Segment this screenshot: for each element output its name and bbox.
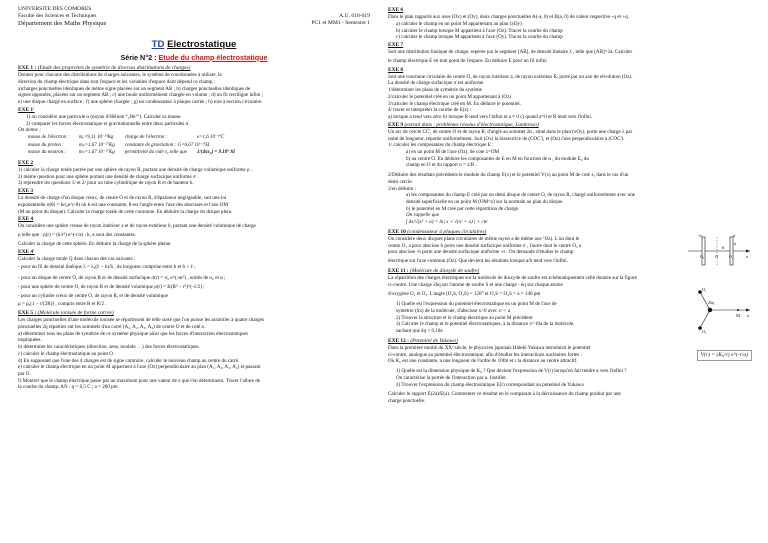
title-prefix: TD — [151, 39, 165, 50]
exercise-8 — [388, 67, 752, 121]
ex9-line: 2/Déduire des résultats précédents le module du champ E(x) et le potentiel V(x) au point M de coté x, dans le cas d'un — [388, 172, 629, 179]
exercise-3 — [18, 188, 370, 215]
series-prefix: Série N°2 : — [120, 52, 157, 62]
given-label: On donne : — [18, 127, 41, 134]
ex9-line: On rappelle que — [406, 212, 440, 219]
ex12-line: Dans la première moitié du XXᵉ siècle, le physicien japonais Hideki Yukawa introduisit le potentiel — [388, 344, 591, 351]
ex8-line: 2/calculer le potentiel créé en un point M appartenant à (Oz) — [388, 93, 512, 100]
ex9-line: a) les composantes du champ E créé par un demi disque de centre O, de rayon R, chargé uniformément avec une — [406, 192, 636, 199]
ex3-line: exponentielle σ(θ) = kσ₀e^(-θ) où k est une constante, θ est l'angle entre l'axe des abscisses et l'axe OM — [18, 201, 229, 208]
ex7-line: le champ électrique E en tout point de l'espace. En déduire E pour un fil infini — [388, 57, 547, 64]
so2-molecule-figure — [694, 284, 752, 336]
ex9-line: a) en un point M de l'axe (Oz), de cote z=OM — [406, 149, 500, 155]
table-cell: e=1,6 10⁻¹⁹C — [196, 135, 225, 140]
exercise-1b-head: EXE 1' — [18, 106, 35, 113]
faculty-name: Faculté des Sciences et Techniques — [18, 12, 97, 19]
exercise-9 — [388, 122, 752, 226]
table-cell: constante de gravitation : G=6,67 10⁻¹¹SI — [124, 142, 210, 148]
exercise-1-sub: (Etude des propriétés de symétrie de diverses distributions de charges) — [37, 65, 191, 71]
ex9-line: unité de longueur, répartie uniformément. Soit (Ox) la bissectrice de (COC'), et (Oz) l'axe perpendiculaire à (COC'). — [388, 135, 625, 142]
exercise-11-head: EXE 11 : — [388, 267, 409, 274]
fig10-label-z: z — [746, 253, 748, 259]
ex5-line: ponctuelles 2q réparties sur les sommets d'un carré (A₁, A₂, A₃, A₄) de centre O et de coté a . — [18, 323, 207, 330]
exercise-2 — [18, 160, 370, 187]
ex5-line: f) Montrer que le champ électrique passe par un maximum pour une valeur de z que l'on déterminera. Tracer l'allure de — [18, 377, 261, 384]
ex6-line: b) calculer le champ lorsque M appartient à l'axe (Oz). Tracer la courbe du champ — [396, 27, 563, 34]
ex9-line: 1/ calculer les composantes du champ électrique E : — [388, 142, 494, 149]
ex1-line: direction du champ électrique dans tout l'espace et les variables d'espace dont dépend ce champ : — [18, 78, 216, 85]
ex8-line: 4/ tracer et interpréter la courbe de E(z) : — [388, 107, 472, 114]
academic-year: A.U. 018-019 — [339, 13, 370, 19]
ex1b-item: 2) comparer les forces électrostatique et gravitationnelle entre deux particules α . — [26, 120, 191, 127]
ex12-line: On caractérise la portée de l'interaction par a. Justifier. — [396, 374, 507, 381]
exercise-11-sub: (Molécule de dioxyde de soufre) — [410, 267, 480, 274]
doc-title — [18, 39, 370, 62]
ex11-line: ci-contre. Une charge 2δq sur l'atome de soufre S et une charge −δq sur chaque atome — [388, 281, 563, 288]
exercise-10-sub: (condensateur à plaques circulaires) — [407, 228, 487, 235]
fig11-label-s: 2δq — [708, 299, 714, 305]
ex8-line: 3/calculer le champ électrique créé en M. En déduire le potentiel. — [388, 100, 521, 107]
ex1-line: e) une disque chargé en surface ; f) une sphère chargée ; g) un condensateur à plaque carrée ; h) tore à section circulaire — [18, 99, 262, 105]
ex5-line: par O. — [18, 370, 31, 377]
ex4b-line: - pour un disque de centre O, de rayon R et de densité surfacique σ(r) = σ₀ e^(-αr²) , unités de σ₀ et α ; — [18, 275, 226, 282]
ex12-line: 2) Trouver l'expression du champ électrostatique E(r) correspondant au potentiel de Yukawa — [396, 381, 584, 388]
ex6-line: c) calculer le champ lorsque M appartient à l'axe (Oy). Tracer la courbe du champ — [396, 34, 563, 41]
ex8-line: a) lorsque a tend vers zéro b) lorsque R tend vers l'infini et a ≠ 0 c) quand a=0 et R tend vers l'infini. — [388, 114, 593, 120]
ex12-line: charge ponctuelle. — [388, 397, 426, 404]
ex1-line: signes opposées, placées sur un segment AB ; c) une boule uniformément chargée en volume ; d) un fil rectiligne infini ; — [18, 92, 264, 99]
table-row — [28, 135, 245, 143]
fig10-label-o: O — [715, 253, 719, 259]
series-main: Etude du champ électrostatique — [158, 52, 268, 62]
ex11-line: La répartition des charges électriques sur la molécule de dioxyde de soufre est schématiquement celle donnée sur la figure — [388, 275, 637, 282]
exercise-5 — [18, 310, 370, 391]
exercise-5-head: EXE 5 : — [18, 310, 37, 317]
ex2-line: 3) reprendre les questions 1/ et 2/ pour un tube cylindrique de rayon R et de hauteur h. — [18, 180, 194, 187]
exercise-4-head: EXE 4 — [18, 216, 34, 223]
table-cell: permittivité du vide ε₀ telle que — [124, 150, 187, 156]
exercise-12-head: EXE 12 : — [388, 337, 409, 344]
course-level: PC1 et MM1 - Semestre 1 — [311, 20, 370, 27]
ex9-line: b) au centre O. En déduire les composantes de E en M en fonction de α , du module E₀ du — [406, 155, 589, 162]
table-cell: masse du neutron : — [28, 150, 67, 156]
ex9-line: densité superficielle en un point M (OM=z) sur la normale au plan du disque. — [406, 199, 564, 206]
ex10-line: On considère deux disques plans circulaires de même rayon a de même axe ‘Oz). L'un dont le — [388, 236, 580, 243]
exercise-7 — [388, 42, 752, 65]
ex4b-line: - pour un cylindre creux de centre O, de rayon R, et de densité volumique — [18, 292, 168, 299]
fig10-label-h: h — [722, 244, 725, 250]
ex1b-item: 1) on considère une particule α (noyau d'Hélium ⁴₂He²⁺). Calculer sa masse. — [26, 113, 182, 120]
ex5-line: e) calculer le champ électrique en un point M appartient à l'axe (Oz) perpendiculaire au plan (A₁, A₂, A₃, A₄) et passant — [18, 364, 261, 371]
fig10-label-o1: O₁ — [729, 253, 734, 259]
fig11-label-o2: O₂ — [702, 328, 707, 334]
exercise-8-head: EXE 8 — [388, 66, 404, 73]
left-column — [18, 6, 370, 391]
ex12-line: ci-contre, analogue au potentiel électrostatique, afin d'étudier les interactions nucléaires fortes : — [388, 351, 582, 358]
ex10-line: électrique sur l'axe commun (Oz). Que devient les résultats lorsque a/h tend vers l'infini. — [388, 258, 568, 265]
ex5-line: Les charges ponctuelles d'une molécule ionisée se répartissent de telle sorte que l'on puisse les assimiler à quatre charges — [18, 317, 265, 324]
integral-formula: ∫ dx/√(x² + a) = ln| x + √(x² + a) | + cte — [406, 219, 488, 226]
ex4-line: Calculer la charge de cette sphère. En déduire la charge de la sphère pleine. — [18, 240, 172, 247]
yukawa-formula: V(r) = (K₀/r) e^(-r/a) — [697, 350, 752, 361]
table-cell: 1/(4πε₀) = 9.10⁹ SI — [196, 150, 235, 156]
exercise-1b — [18, 107, 370, 158]
ex4b-line: Calculer la charge totale Q dans chacun des cas suivants : — [18, 255, 136, 262]
ex11-line: 2) Trouver la structure et le champ électrique au point M précédent — [396, 314, 533, 321]
ex6-line: a) calculer le champ en un point M appartenant au plan (xOy) — [396, 20, 522, 27]
course-info — [311, 13, 370, 28]
ex4b-line: - pour un fil de densité linéique λ = λ₀(ℓ − h)/h , de longueur comprise entre h et h + ℓ ; — [18, 264, 196, 271]
ex4b-line: ρ = ρ₀(1 − r/(2R)) , compris entre R et R/2 . — [18, 301, 107, 308]
ex11-line: d'oxygène O₁ et O₂. L'angle (O₁S, O₂S) = 120° et O₁S = O₂S = a = 140 pm — [388, 291, 541, 298]
ex5-line: c) calculer le champ électrostatique au point O. — [18, 350, 115, 357]
ex3-line: (M un point du disque). Calculer la charge totale de cette couronne. En déduire la charge du disque plein. — [18, 208, 233, 215]
table-cell: masse de l'électron : — [28, 135, 70, 140]
ex8-line: 1/déterminer les plans de symétrie du système — [388, 87, 482, 94]
fig11-label-o1: O₁ — [702, 286, 707, 292]
exercise-10-head: EXE 10 — [388, 228, 406, 235]
exercise-9-head: EXE 9 — [388, 121, 404, 128]
ex11-line: 3) Calculer le champ et le potentiel électrostatiques, à la distance x=10a de la molécule, — [396, 321, 575, 328]
ex2-line: 1) calculer la charge totale portée par une sphère de rayon R, portant une densité de charge volumique uniforme ρ . — [18, 166, 253, 173]
exercise-3-head: EXE 3 — [18, 188, 34, 195]
ex10-line: centre O₁ a pour abscisse h porte une densité surfacique uniforme σ , l'autre dont le centre O₂ a — [388, 242, 582, 249]
ex9-line: 3/en déduire : — [388, 185, 417, 192]
ex4-line: On considère une sphère creuse de rayon intérieur a et de rayon extérieur b, portant une densité volumique de charge — [18, 223, 256, 230]
ex1-line: a)charges ponctuelles identiques de même signe placées sur un segment AB ; b) charges ponctuelles identiques de — [18, 85, 251, 92]
ex4-line: ρ telle que : ρ(r) = (k/r²) e^(-r/a) ; k, a sont des constantes. — [18, 232, 137, 239]
capacitor-figure — [686, 233, 752, 267]
ex4b-line: - pour une sphère de centre O, de rayon R et de densité volumique ρ(r) = K(R² − r²)^(-1/2) ; — [18, 283, 205, 290]
ex12-line: Calculer le rapport E(2a)/E(a). Commenter ce résultat en le comparant à la décroissance du champ produit par une — [388, 391, 621, 398]
exercise-5-sub: (Molécule ionisée de forme carrée) — [37, 310, 114, 317]
exercise-4b — [18, 249, 370, 308]
exercise-1 — [18, 65, 370, 106]
ex9-line: b) le potentiel en M créé par cette répartition de charge. — [406, 205, 520, 212]
university-name: UNIVERSITE DES COMORES — [18, 6, 92, 12]
exercise-11 — [388, 268, 752, 335]
exercise-1-head: EXE 1 : — [18, 65, 37, 71]
document-header — [18, 6, 370, 64]
ex9-line: demi cercle. — [388, 178, 413, 185]
ex10-line: pour abscisse -h porte une densité surfacique uniforme -σ . On demande d'étudier le champ — [388, 249, 574, 256]
table-cell: masse du proton : — [28, 142, 64, 148]
ex8-line: La densité de charge surfacique σ est uniforme. — [388, 80, 485, 87]
exercise-7-head: EXE 7 — [388, 42, 404, 48]
ex11-line: symétrie (Sx) de la molécule, d'abscisse x>0 avec x>> a — [396, 307, 511, 314]
exercise-12 — [388, 338, 752, 405]
exercise-4 — [18, 216, 370, 247]
ex8-line: Soit une couronne circulaire de centre O, de rayon intérieur a, de rayon extérieur R, porté par un axe de révolution (Oz). — [388, 73, 633, 80]
table-cell: mₑ=9,11 10⁻³¹Kg — [79, 135, 114, 140]
ex6-line: Dans le plan rapporté aux axes (Ox) et (Oy), deux charges ponctuelles A(-a, 0) et B(a, 0) de valeur respective -q et +q. — [388, 14, 629, 21]
ex12-line: Où K₀ est une constante, a une longueur de l'ordre de 10fm et r la distance au centre attractif. — [388, 358, 578, 365]
ex12-line: 1) Quelle est la dimension physique de K₀ ? Que devient l'expression de V(r) lorsqu'on fait tendre a vers l'infini ? — [396, 368, 627, 375]
table-cell: charge de l'électron : — [124, 135, 168, 140]
ex9-line: Un arc de cercle CC', de centre O et de rayon R, d'angle au sommet 2α , situé dans le plan (xOy), porte une charge λ par — [388, 128, 633, 135]
ex2-line: 2) même question pour une sphère portant une densité de charge surfacique uniforme σ . — [18, 173, 199, 180]
ex5-line: d) En supposant que l'une des 4 charges est de signe contraire, calculer le nouveau champ au centre du carré. — [18, 357, 240, 364]
institution-block — [18, 6, 106, 28]
ex5-line: impliquées. — [18, 337, 42, 344]
fig10-label-a: a — [734, 240, 736, 246]
exercise-10 — [388, 229, 752, 265]
ex11-line: sachant que δq = 0,18e — [396, 328, 443, 335]
ex7-line: Soit une distribution linéique de charge, repérée par le segment [AB], de densité linéaire λ , telle que [AB]=2a. Calculer — [388, 49, 633, 56]
exercise-6 — [388, 7, 752, 41]
fig10-label-pos: σ — [733, 232, 736, 238]
ex1-line: Donner pour chacune des distributions de charges suivantes, le système de coordonnées à utiliser, la — [18, 72, 222, 79]
ex3-line: La densité de charge d'un disque creux, de centre O et de rayon R, d'épaisseur négligeable, suit une loi — [18, 195, 227, 202]
fig11-label-m: M — [736, 312, 741, 318]
title-main: Electrostatique — [167, 39, 237, 50]
table-cell: mₙ=1.67 10⁻²⁷Kg — [79, 150, 115, 156]
ex9-line: champ en O et du rapport u = z/R . — [406, 162, 477, 169]
exercise-4b-head: EXE 4' — [18, 248, 35, 255]
ex11-line: 1) Quelle est l'expression du potentiel électrostatique en un point M de l'axe de — [396, 301, 557, 308]
exercise-2-head: EXE 2 — [18, 159, 34, 166]
fig10-label-o2: O₂ — [700, 253, 705, 259]
ex5-line: a) déterminer tous les plans de symétrie de ce système physique ainsi que les forces d'interaction électrostatiques — [18, 330, 248, 337]
table-row — [28, 150, 245, 158]
exercise-6-head: EXE 6 — [388, 7, 404, 13]
exercise-12-sub: (Potentiel de Yukawa) — [410, 337, 458, 344]
table-cell: mₚ=1.67 10⁻²⁷Kg — [79, 142, 115, 148]
ex5-line: la courbe du champ. AN : q = 0,5 C ; a = 200 pm — [18, 384, 118, 391]
right-column — [388, 6, 752, 405]
fig11-label-x: x — [747, 312, 750, 318]
constants-table — [28, 135, 245, 158]
exercise-9-sub: (extrait dans : problèmes résolus d'électrostatique, Lumbroso) — [404, 121, 539, 128]
ex5-line: b) déterminer les caractéristiques (direction, sens, module …) des forces électrostatiques. — [18, 344, 200, 351]
fig10-label-neg: -σ — [698, 232, 702, 238]
department-name: Département des Maths Physique — [18, 19, 107, 27]
